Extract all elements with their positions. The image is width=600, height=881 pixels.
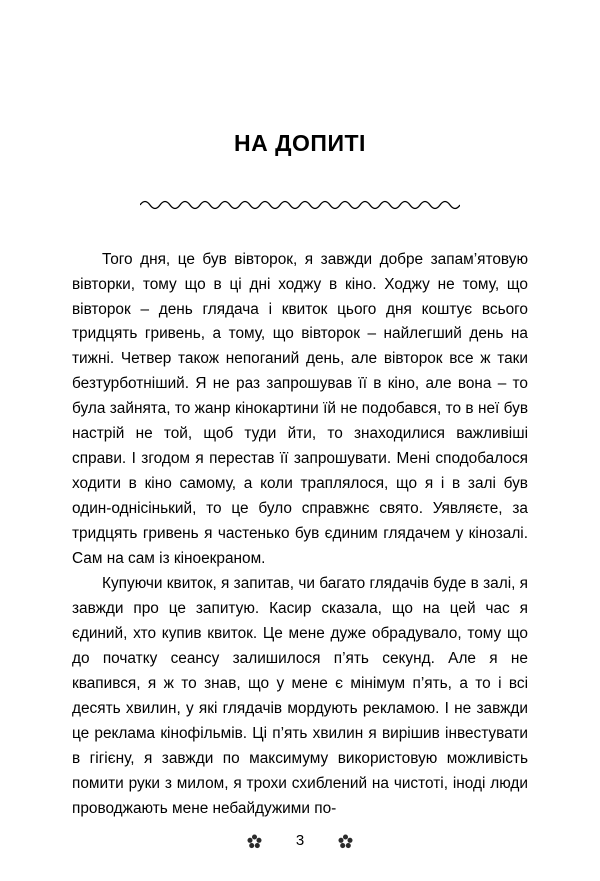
paragraph: Того дня, це був вівторок, я завжди добре запам’ятовую вівторки, тому що в ці дні ходжу в кіно. Ходжу не тому, що вівторок – день глядача і квиток цього дня коштує всього тридцять гривень, а тому, що вівторок – найлегший день на тижні. Четвер також непоганий день, але вівторок все ж таки безтурботніший. Я не раз запрошував її в кіно, але вона – то була зайнята, то жанр кінокартини їй не подобався, то в неї був настрій не той, щоб туди йти, то знаходилися важливіші справи. І згодом я перестав її запрошувати. Мені сподобалося ходити в кіно самому, а коли траплялося, що я і в залі був один-однісінький, то це було справжнє свято. Уявляєте, за тридцять гривень я частенько був єдиним глядачем у кінозалі. Сам на сам із кіноекраном.: [72, 250, 528, 568]
page-footer: [0, 833, 600, 849]
paragraph: Купуючи квиток, я запитав, чи багато глядачів буде в залі, я завжди про це запитую. Касир сказала, що на цей час я єдиний, хто купив квиток. Це мене дуже обрадувало, тому що до початку сеансу залишилося п’ять секунд. Але я не квапився, я ж то знав, що у мене є мінімум п’ять, а то і всі десять хвилин, у які глядачів мордують рекламою. І не завжди це реклама кінофільмів. Ці п’ять хвилин я вирішив інвестувати в гігієну, я завжди по максимуму використовую можливість помити руки з милом, я трохи схиблений на чистоті, іноді люди проводжають мене небайдужими по-: [72, 574, 528, 817]
chapter-body: [72, 248, 528, 822]
flower-ornament-icon-right: [338, 834, 353, 849]
flower-ornament-icon-left: [247, 834, 262, 849]
page-number: 3: [295, 832, 305, 849]
wavy-line-divider-icon: [140, 196, 460, 214]
chapter-title: НА ДОПИТІ: [234, 130, 366, 156]
